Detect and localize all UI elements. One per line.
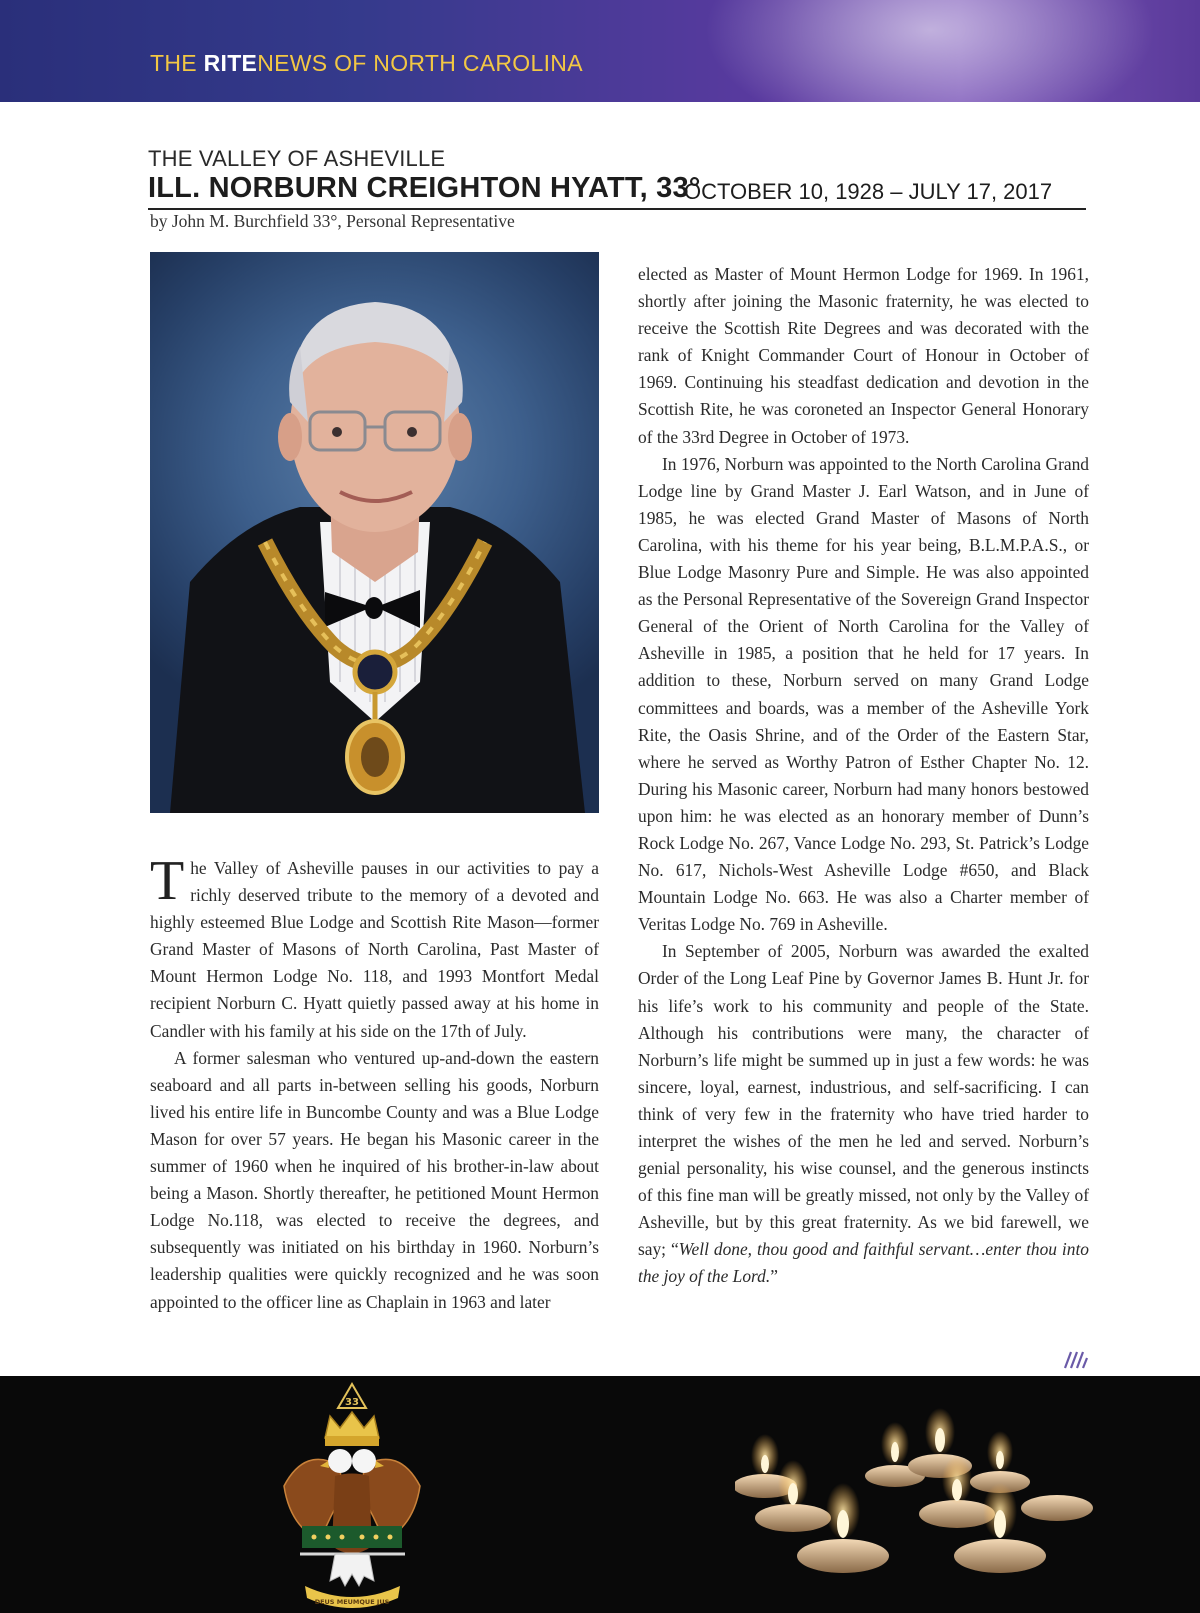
byline: by John M. Burchfield 33°, Personal Representative [150,211,515,231]
opening-text: he Valley of Asheville pauses in our activities to pay a richly deserved tribute to the memory of a devoted and highly esteemed Blue Lodge and Scottish Rite Mason—former Grand Master of Masons of North Carolina, Past Master of Mount Hermon Lodge No. 118, and 1993 Montfort Medal recipient Norburn C. Hyatt quietly passed away at his home in Candler with his family at his side on the 17th of July. [150,858,599,1041]
paragraph-opening [150,850,599,1045]
paragraph-grand-lodge: In 1976, Norburn was appointed to the North Carolina Grand Lodge line by Grand Master J. Earl Watson, and in June of 1985, he was elected Grand Master of Masons of North Carolina, with his theme for his year being, B.L.M.P.A.S., or Blue Lodge Masonry Pure and Simple. He was also appointed as the Personal Representative of the Sovereign Grand Inspector General of the Orient of North Carolina for the Valley of Asheville in 1985, a position that he held for 17 years. In addition to these, Norburn served on many Grand Lodge committees and boards, was a member of the Asheville York Rite, the Oasis Shrine, and of the Order of the Eastern Star, where he served as Worthy Patron of Esther Chapter No. 12. During his Masonic career, Norburn had many honors bestowed upon him: he was elected as an honorary member of Dunn’s Rock Lodge No. 267, Vance Lodge No. 293, St. Patrick’s Lodge No. 617, Nichols-West Asheville Lodge #650, and Black Mountain Lodge No. 663. He was also a Charter member of Veritas Lodge No. 769 in Asheville. [638,453,1089,935]
masthead-prefix: THE [150,50,204,76]
farewell-quote: Well done, thou good and faithful servant…enter thou into the joy of the Lord. [638,1239,1089,1287]
title-row [148,172,1086,210]
paragraph-career: A former salesman who ventured up-and-down the eastern seaboard and all parts in-between selling his goods, Norburn lived his entire life in Buncombe County and was a Blue Lodge Mason for over 57 years. He began his Masonic career in the summer of 1960 when he inquired of his brother-in-law about being a Mason. Shortly thereafter, he petitioned Mount Hermon Lodge No.118, was elected to receive the degrees, and subsequently was initiated on his birthday in 1960. Norburn’s leadership qualities were quickly recognized and he was soon appointed to the officer line as Chaplain in 1963 and later [150,1047,599,1312]
farewell-text: In September of 2005, Norburn was awarded the exalted Order of the Long Leaf Pine by Governor James B. Hunt Jr. for his life’s work to his community and people of the State. Although his contributions were many, the character of Norburn’s life might be summed up in just a few words: he was sincere, loyal, earnest, industrious, and self-sacrificing. I can think of very few in the fraternity who have tried harder to interpret the wishes of the men he led and served. Norburn’s genial personality, his wise counsel, and the generous instincts of this fine man will be greatly missed, not only by the Valley of Asheville, but by this great fraternity. As we bid farewell, we say; “ [638,941,1089,1260]
left-text-column [150,850,599,1316]
paragraph-farewell [638,938,1089,1290]
portrait-photo [150,252,599,813]
footer-band [0,1376,1200,1613]
portrait-illustration [150,252,599,813]
emblem-motto: DEUS MEUMQUE JUS [314,1598,390,1606]
masthead-suffix: NEWS OF NORTH CAROLINA [257,50,583,76]
double-eagle-emblem-icon [280,1376,425,1611]
farewell-close: ” [770,1266,778,1287]
life-dates: OCTOBER 10, 1928 – JULY 17, 2017 [684,179,1053,204]
header-band [0,0,1200,102]
end-mark-icon [1063,1348,1089,1370]
masthead [150,50,583,77]
paragraph-scottish-rite: elected as Master of Mount Hermon Lodge for 1969. In 1961, shortly after joining the Masonic fraternity, he was elected to receive the Scottish Rite Degrees and was decorated with the rank of Knight Commander Court of Honour in October of 1969. Continuing his steadfast dedication and devotion in the Scottish Rite, he was coroneted an Inspector General Honorary of the 33rd Degree in October of 1973. [638,264,1089,447]
right-text-column [638,261,1089,1291]
candle-group [735,1408,1093,1573]
tealight-candles [735,1396,1115,1601]
article-title: ILL. NORBURN CREIGHTON HYATT, 33° [148,172,701,204]
masthead-bold: RITE [203,50,258,76]
article-kicker: THE VALLEY OF ASHEVILLE [148,146,446,171]
emblem-degree: 33 [345,1397,359,1408]
drop-cap: T [150,850,185,912]
